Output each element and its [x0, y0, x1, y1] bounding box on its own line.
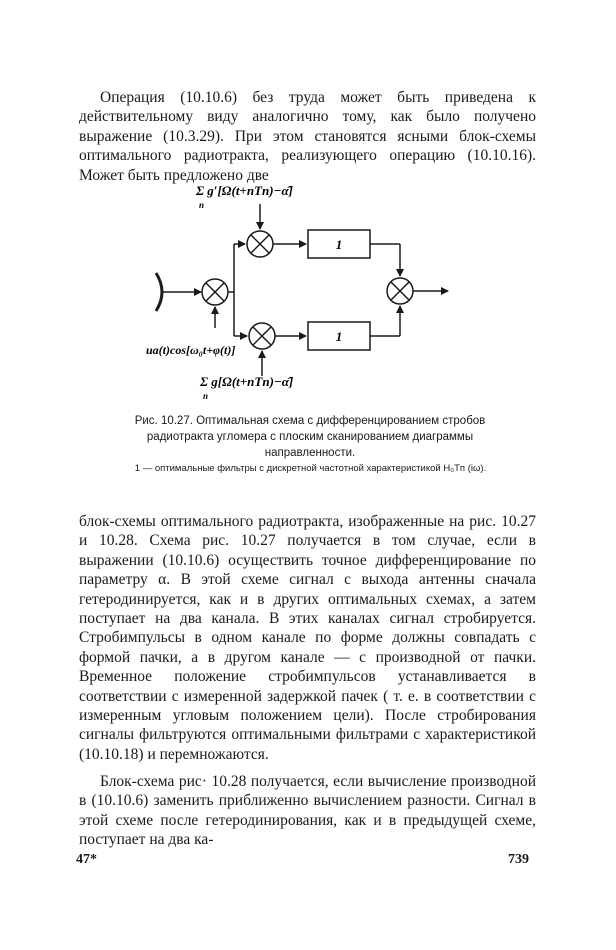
top-sum-index: n — [199, 200, 205, 210]
input-signal-label: uа(t)cos[ω₀t+φ(t)] — [146, 343, 236, 357]
paragraph-final: Блок-схема рис· 10.28 получается, если вычисление производной в (10.10.6) заменить приближенно вычислением разности. Сигнал в этой схеме после гетеродинирования, как и в предыдущей схеме, поступает на два ка- — [79, 773, 536, 849]
block-diagram-svg — [130, 178, 450, 400]
paragraph-body: блок-схемы оптимального радиотракта, изображенные на рис. 10.27 и 10.28. Схема рис. 10.27 получается в том случае, если в выражении (10.10.6) осуществить точное дифференцирование по параметру α. В этой схеме сигнал с выхода антенны сначала гетеродинируется, как и в других оптимальных схемах, а затем поступает на два канала. В этих каналах сигнал стробируется. Стробимпульсы в одном канале по форме должны совпадать с формой пачки, а в другом канале — с производной от пачки. Временное положение стробимпульсов устанавливается в соответствии с измеренной задержкой пачек ( т. е. в соответствии с измеренным угловым положением цели). После стробирования сигналы фильтруются оптимальными фильтрами с характеристикой (10.10.18) и перемножаются. — [79, 513, 536, 763]
page-number: 739 — [508, 852, 529, 867]
input-mixer-icon — [202, 279, 228, 305]
bottom-mixer-icon — [249, 323, 275, 349]
output-multiplier-icon — [387, 278, 413, 304]
figure-caption: Рис. 10.27. Оптимальная схема с дифференцированием стробов радиотракта угломера с плоским сканированием диаграммы направленности. — [134, 415, 486, 459]
figure-caption-note: 1 — оптимальные фильтры с дискретной частотной характеристикой H₀Tп (iω). — [134, 463, 487, 474]
filter-top-label: 1 — [335, 237, 343, 252]
filter-bottom-label: 1 — [335, 329, 343, 344]
paragraph-intro: Операция (10.10.6) без труда может быть приведена к действительному виду аналогично тому, как было получено выражение (10.3.29). При этом становятся ясными блок-схемы оптимального радиотракта, реализующего операцию (10.10.16). Может быть предложено две — [79, 89, 536, 184]
bottom-sum-index: n — [203, 391, 209, 400]
signature-mark: 47* — [76, 852, 97, 867]
top-mixer-icon — [247, 231, 273, 257]
top-strobe-label: Σ g′[Ω(t+nTп)−α̂] — [196, 183, 293, 198]
block-diagram-figure — [130, 178, 450, 400]
bottom-strobe-label: Σ g[Ω(t+nTп)−α̂] — [200, 374, 294, 389]
